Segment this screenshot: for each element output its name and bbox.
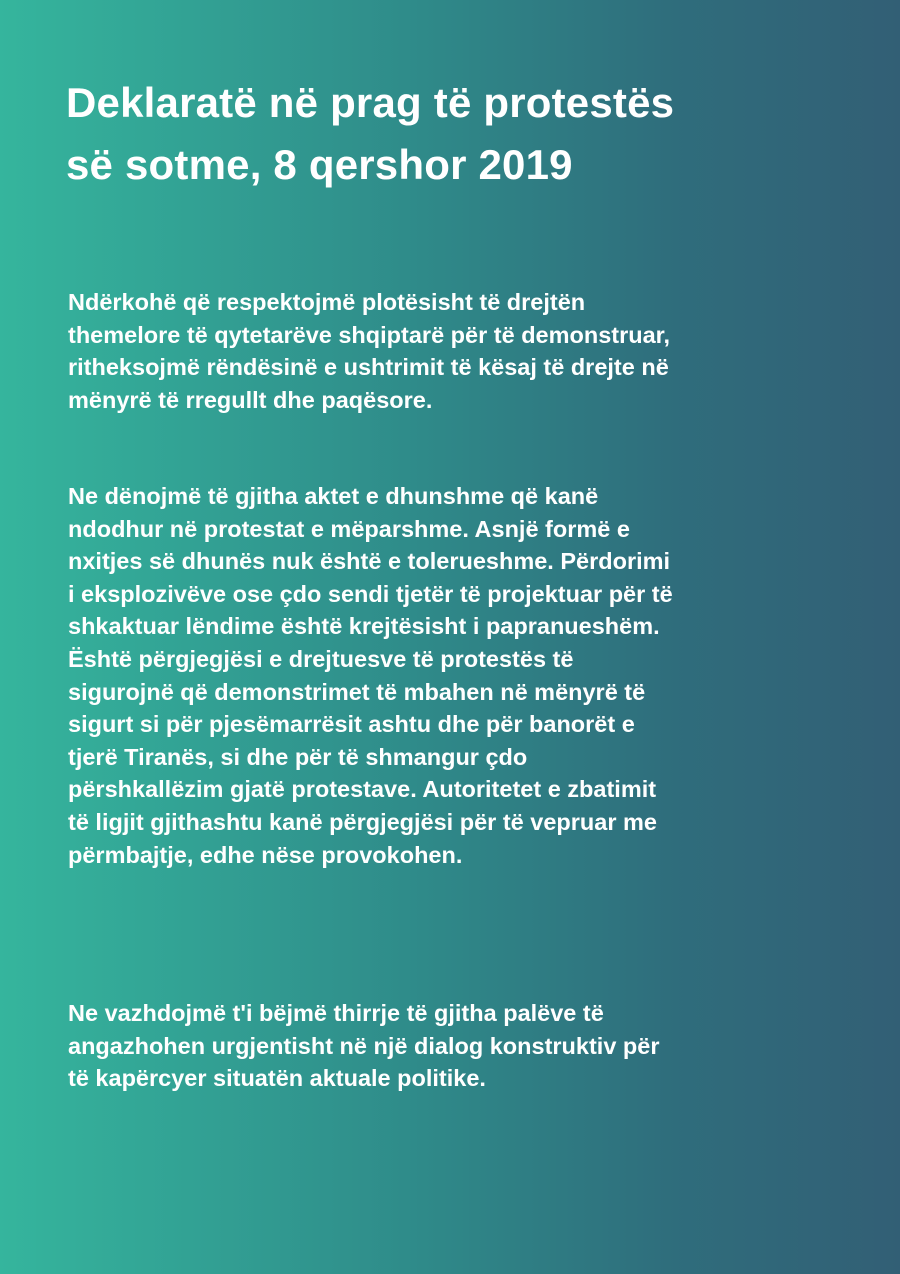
- paragraph-line: Është përgjegjësi e drejtuesve të protestës të: [68, 645, 574, 672]
- paragraph-line: sigurt si për pjesëmarrësit ashtu dhe për banorët e: [68, 711, 635, 738]
- paragraph-line: përmbajtje, edhe nëse provokohen.: [68, 841, 463, 868]
- paragraph-line: të kapërcyer situatën aktuale politike.: [68, 1065, 486, 1092]
- paragraph-line: tjerë Tiranës, si dhe për të shmangur çdo: [68, 743, 528, 770]
- paragraph-line: Ne vazhdojmë t'i bëjmë thirrje të gjitha palëve të: [68, 1000, 604, 1026]
- paragraph-line: nxitjes së dhunës nuk është e tolerueshme. Përdorimi: [68, 548, 671, 575]
- paragraph-line: Ndërkohë që respektojmë plotësisht të drejtën: [68, 289, 586, 315]
- paragraph-1: [68, 286, 848, 416]
- paragraph-line: angazhohen urgjentisht në një dialog konstruktiv për: [68, 1032, 660, 1059]
- statement-title: [66, 72, 866, 196]
- paragraph-line: ritheksojmë rëndësinë e ushtrimit të kësaj të drejte në: [68, 354, 669, 381]
- paragraph-line: të ligjit gjithashtu kanë përgjegjësi për të vepruar me: [68, 808, 657, 835]
- paragraph-line: shkaktuar lëndime është krejtësisht i papranueshëm.: [68, 613, 660, 640]
- paragraph-line: mënyrë të rregullt dhe paqësore.: [68, 386, 433, 413]
- paragraph-line: sigurojnë që demonstrimet të mbahen në mënyrë të: [68, 678, 646, 705]
- paragraph-line: themelore të qytetarëve shqiptarë për të demonstruar,: [68, 321, 671, 348]
- paragraph-line: i eksplozivëve ose çdo sendi tjetër të projektuar për të: [68, 580, 673, 607]
- paragraph-line: ndodhur në protestat e mëparshme. Asnjë formë e: [68, 515, 630, 542]
- title-line: Deklaratë në prag të protestës: [66, 79, 675, 126]
- paragraph-line: përshkallëzim gjatë protestave. Autoritetet e zbatimit: [68, 776, 657, 803]
- paragraph-line: Ne dënojmë të gjitha aktet e dhunshme që kanë: [68, 483, 599, 509]
- paragraph-3: [68, 997, 848, 1095]
- paragraph-2: [68, 480, 848, 871]
- title-line: së sotme, 8 qershor 2019: [66, 141, 573, 188]
